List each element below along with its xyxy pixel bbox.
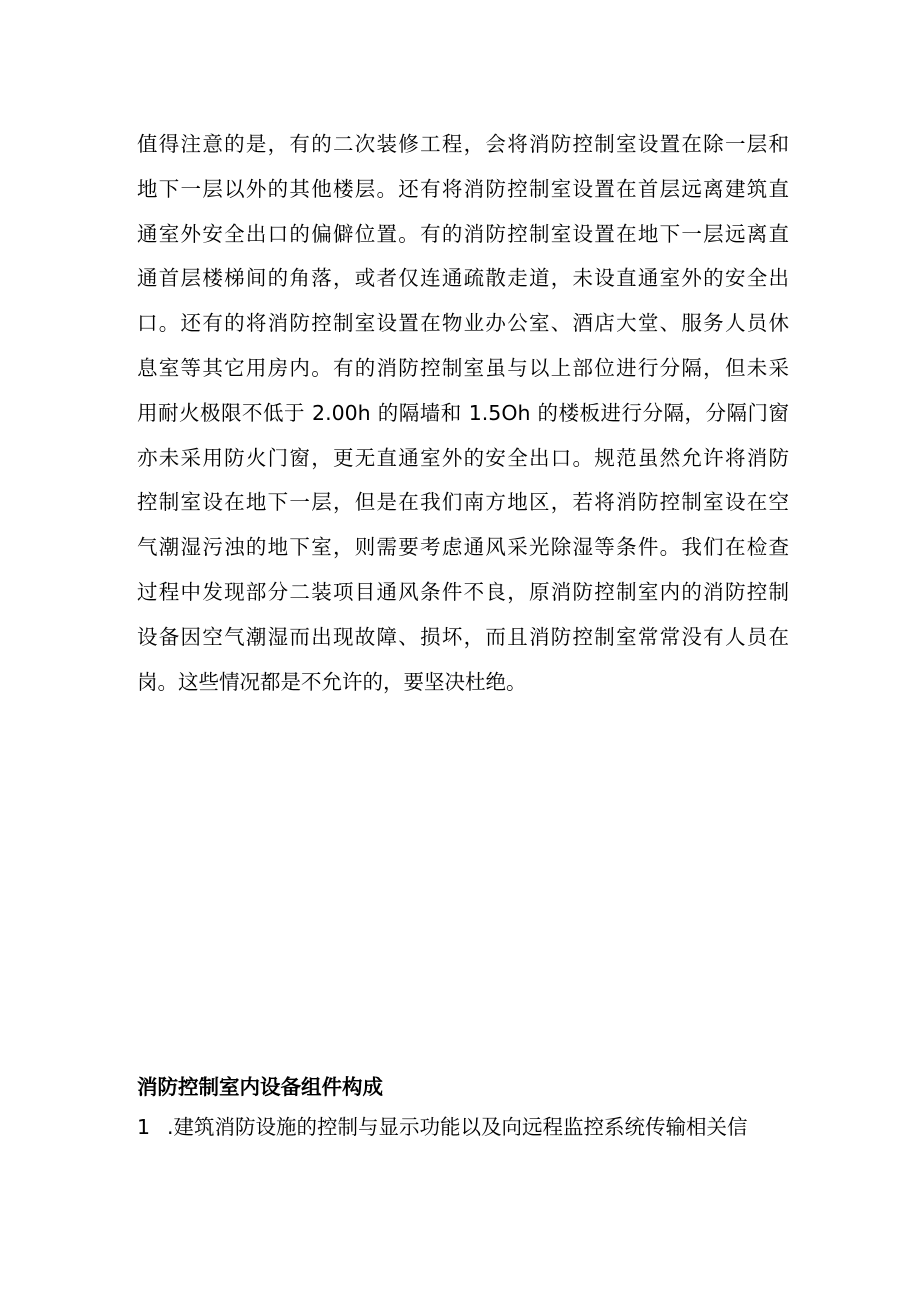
paragraph-line: 气潮湿污浊的地下室，则需要考虑通风采光除湿等条件。我们在检查	[137, 535, 789, 560]
paragraph-line: 用耐火极限不低于 2.00h 的隔墙和 1.5Oh 的楼板进行分隔，分隔门窗	[137, 400, 789, 425]
section-heading: 消防控制室内设备组件构成	[137, 1075, 383, 1099]
paragraph-line: 设备因空气潮湿而出现故障、损坏，而且消防控制室常常没有人员在	[137, 624, 789, 649]
list-item-number: 1	[137, 1115, 151, 1139]
paragraph-line: 亦未采用防火门窗，更无直通室外的安全出口。规范虽然允许将消防	[137, 445, 789, 470]
paragraph-line: 息室等其它用房内。有的消防控制室虽与以上部位进行分隔，但未采	[137, 355, 789, 380]
paragraph-line: 过程中发现部分二装项目通风条件不良，原消防控制室内的消防控制	[137, 579, 789, 604]
paragraph-line: 岗。这些情况都是不允许的，要坚决杜绝。	[137, 669, 527, 694]
paragraph-line: 口。还有的将消防控制室设置在物业办公室、酒店大堂、服务人员休	[137, 311, 789, 336]
list-item	[137, 1107, 789, 1147]
paragraph-line: 通室外安全出口的偏僻位置。有的消防控制室设置在地下一层远离直	[137, 221, 789, 246]
body-paragraph	[137, 122, 789, 704]
paragraph-line: 地下一层以外的其他楼层。还有将消防控制室设置在首层远离建筑直	[137, 176, 789, 201]
paragraph-line: 控制室设在地下一层，但是在我们南方地区，若将消防控制室设在空	[137, 490, 789, 515]
paragraph-line: 通首层楼梯间的角落，或者仅连通疏散走道，未设直通室外的安全出	[137, 266, 789, 291]
paragraph-line: 值得注意的是，有的二次装修工程，会将消防控制室设置在除一层和	[137, 132, 789, 156]
list-item-text: .建筑消防设施的控制与显示功能以及向远程监控系统传输相关信	[167, 1115, 748, 1139]
